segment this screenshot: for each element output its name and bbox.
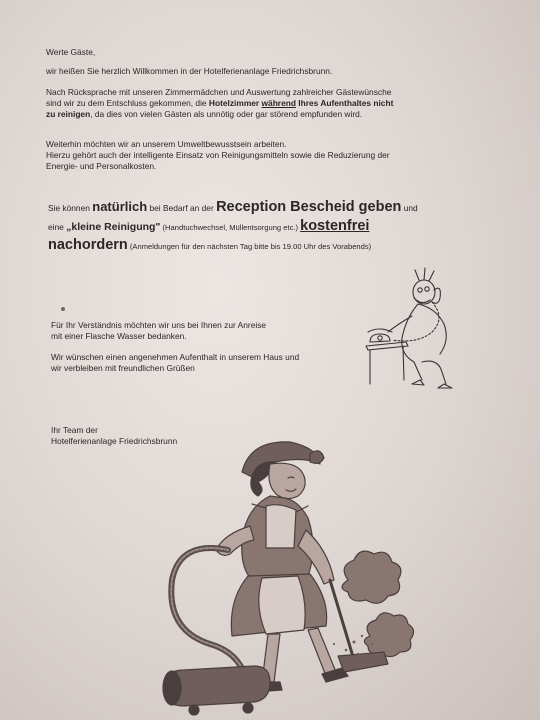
paragraph-2-line-2: Hierzu gehört auch der intelligente Einsatz von Reinigungsmitteln sowie die Reduzierung der [46,150,390,160]
paragraph-4-line-2: mit einer Flasche Wasser bedanken. [51,331,187,341]
paper-speck [61,307,65,311]
signature-line-1: Ihr Team der [51,425,98,435]
salutation: Werte Gäste, [46,47,96,57]
paragraph-1-line-1: Nach Rücksprache mit unseren Zimmermädchen und Auswertung zahlreicher Gästewünsche [46,87,392,97]
paragraph-3-line-3: nachordern (Anmeldungen für den nächsten Tag bitte bis 19.00 Uhr des Vorabends) [48,237,372,253]
cartoon-figure-telephone-illustration [362,262,462,390]
paragraph-2-line-1: Weiterhin möchten wir an unserem Umweltbewusstsein arbeiten. [46,139,287,149]
paragraph-1-line-2: sind wir zu dem Entschluss gekommen, die Hotelzimmer während Ihres Aufenthaltes nicht [46,98,394,108]
paragraph-5-line-1: Wir wünschen einen angenehmen Aufenthalt in unserem Haus und [51,352,300,362]
paragraph-3-line-2: eine „kleine Reinigung" (Handtuchwechsel, Müllentsorgung etc.) kostenfrei [48,218,370,234]
maid-vacuuming-illustration [158,430,420,720]
paragraph-5-line-2: wir verbleiben mit freundlichen Grüßen [51,363,195,373]
paragraph-1-line-3: zu reinigen, da dies von vielen Gästen als unnötig oder gar störend empfunden wird. [46,109,363,119]
signature-line-2: Hotelferienanlage Friedrichsbrunn [51,436,178,446]
paragraph-2-line-3: Energie- und Personalkosten. [46,161,157,171]
welcome-line: wir heißen Sie herzlich Willkommen in der Hotelferienanlage Friedrichsbrunn. [46,66,333,76]
paragraph-3-line-1: Sie können natürlich bei Bedarf an der Reception Bescheid geben und [48,199,418,215]
paragraph-4-line-1: Für Ihr Verständnis möchten wir uns bei Ihnen zur Anreise [51,320,267,330]
